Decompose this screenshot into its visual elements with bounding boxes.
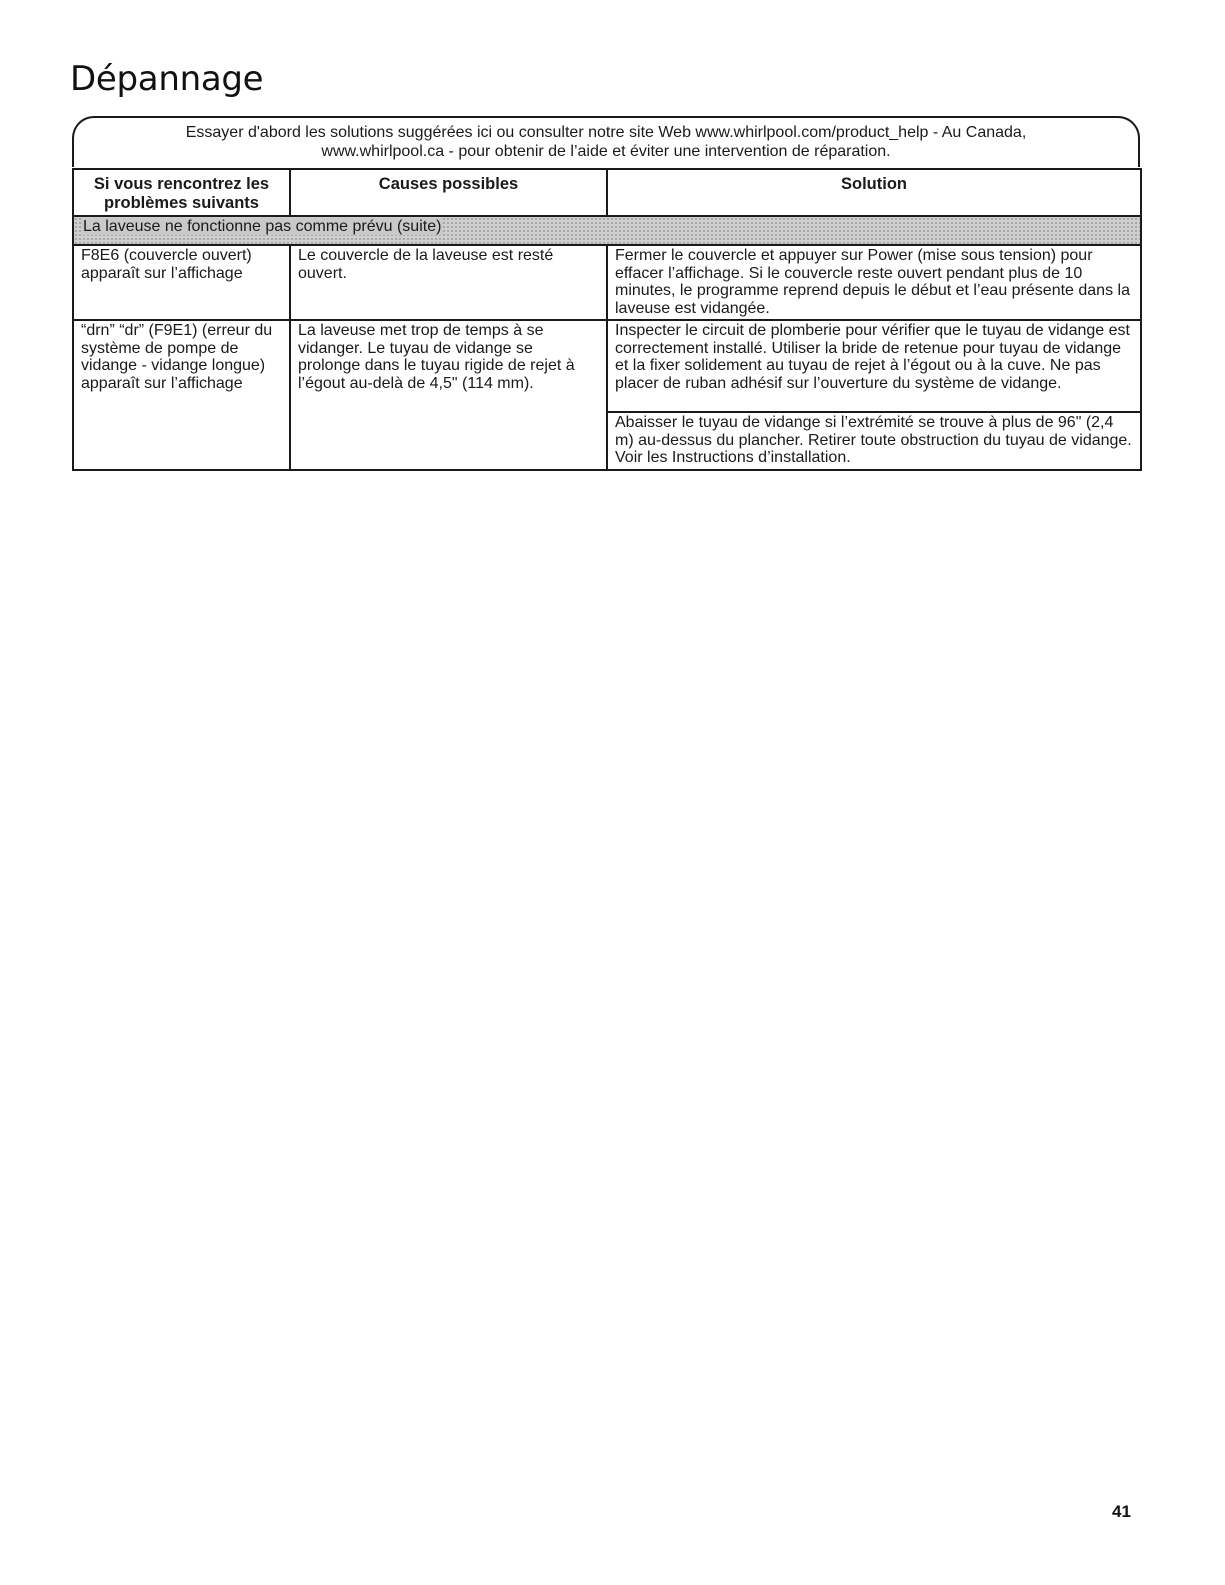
troubleshooting-table: [72, 168, 1142, 471]
section-header-row: [73, 216, 1141, 245]
problem-cell: F8E6 (couvercle ouvert) apparaît sur l’affichage: [73, 245, 290, 320]
header-cause: Causes possibles: [290, 169, 607, 216]
solution-cell: Inspecter le circuit de plomberie pour vérifier que le tuyau de vidange est correctement installé. Utiliser la bride de retenue pour tuyau de vidange et la fixer solidement au tuyau de rejet à l’égout ou à la cuve. Ne pas placer de ruban adhésif sur l’ouverture du système de vidange.: [607, 320, 1141, 412]
section-title: La laveuse ne fonctionne pas comme prévu (suite): [83, 218, 442, 235]
table-header-row: [73, 169, 1141, 216]
intro-panel: [72, 116, 1140, 167]
intro-text: [74, 118, 1138, 167]
solution-cell: Fermer le couvercle et appuyer sur Power (mise sous tension) pour effacer l’affichage. Si le couvercle reste ouvert pendant plus de 10 minutes, le programme reprend depuis le début et l’eau présente dans la laveuse est vidangée.: [607, 245, 1141, 320]
header-solution: Solution: [607, 169, 1141, 216]
table-row: [73, 320, 1141, 412]
cause-cell: La laveuse met trop de temps à se vidanger. Le tuyau de vidange se prolonge dans le tuyau rigide de rejet à l’égout au-delà de 4,5" (114 mm).: [290, 320, 607, 470]
intro-line-1: Essayer d'abord les solutions suggérées ici ou consulter notre site Web www.whirlpool.com/product_help - Au Canada,: [185, 124, 1027, 141]
solution-cell: Abaisser le tuyau de vidange si l’extrémité se trouve à plus de 96" (2,4 m) au-dessus du plancher. Retirer toute obstruction du tuyau de vidange. Voir les Instructions d’installation.: [607, 412, 1141, 470]
table-row: [73, 245, 1141, 320]
header-problem: Si vous rencontrez les problèmes suivants: [73, 169, 290, 216]
page-number: 41: [1112, 1502, 1131, 1521]
problem-cell: “drn” “dr” (F9E1) (erreur du système de pompe de vidange - vidange longue) apparaît sur l’affichage: [73, 320, 290, 470]
page-title: Dépannage: [70, 59, 264, 99]
cause-cell: Le couvercle de la laveuse est resté ouvert.: [290, 245, 607, 320]
section-header: [73, 216, 1141, 245]
intro-line-2: www.whirlpool.ca - pour obtenir de l’aide et éviter une intervention de réparation.: [321, 143, 891, 160]
